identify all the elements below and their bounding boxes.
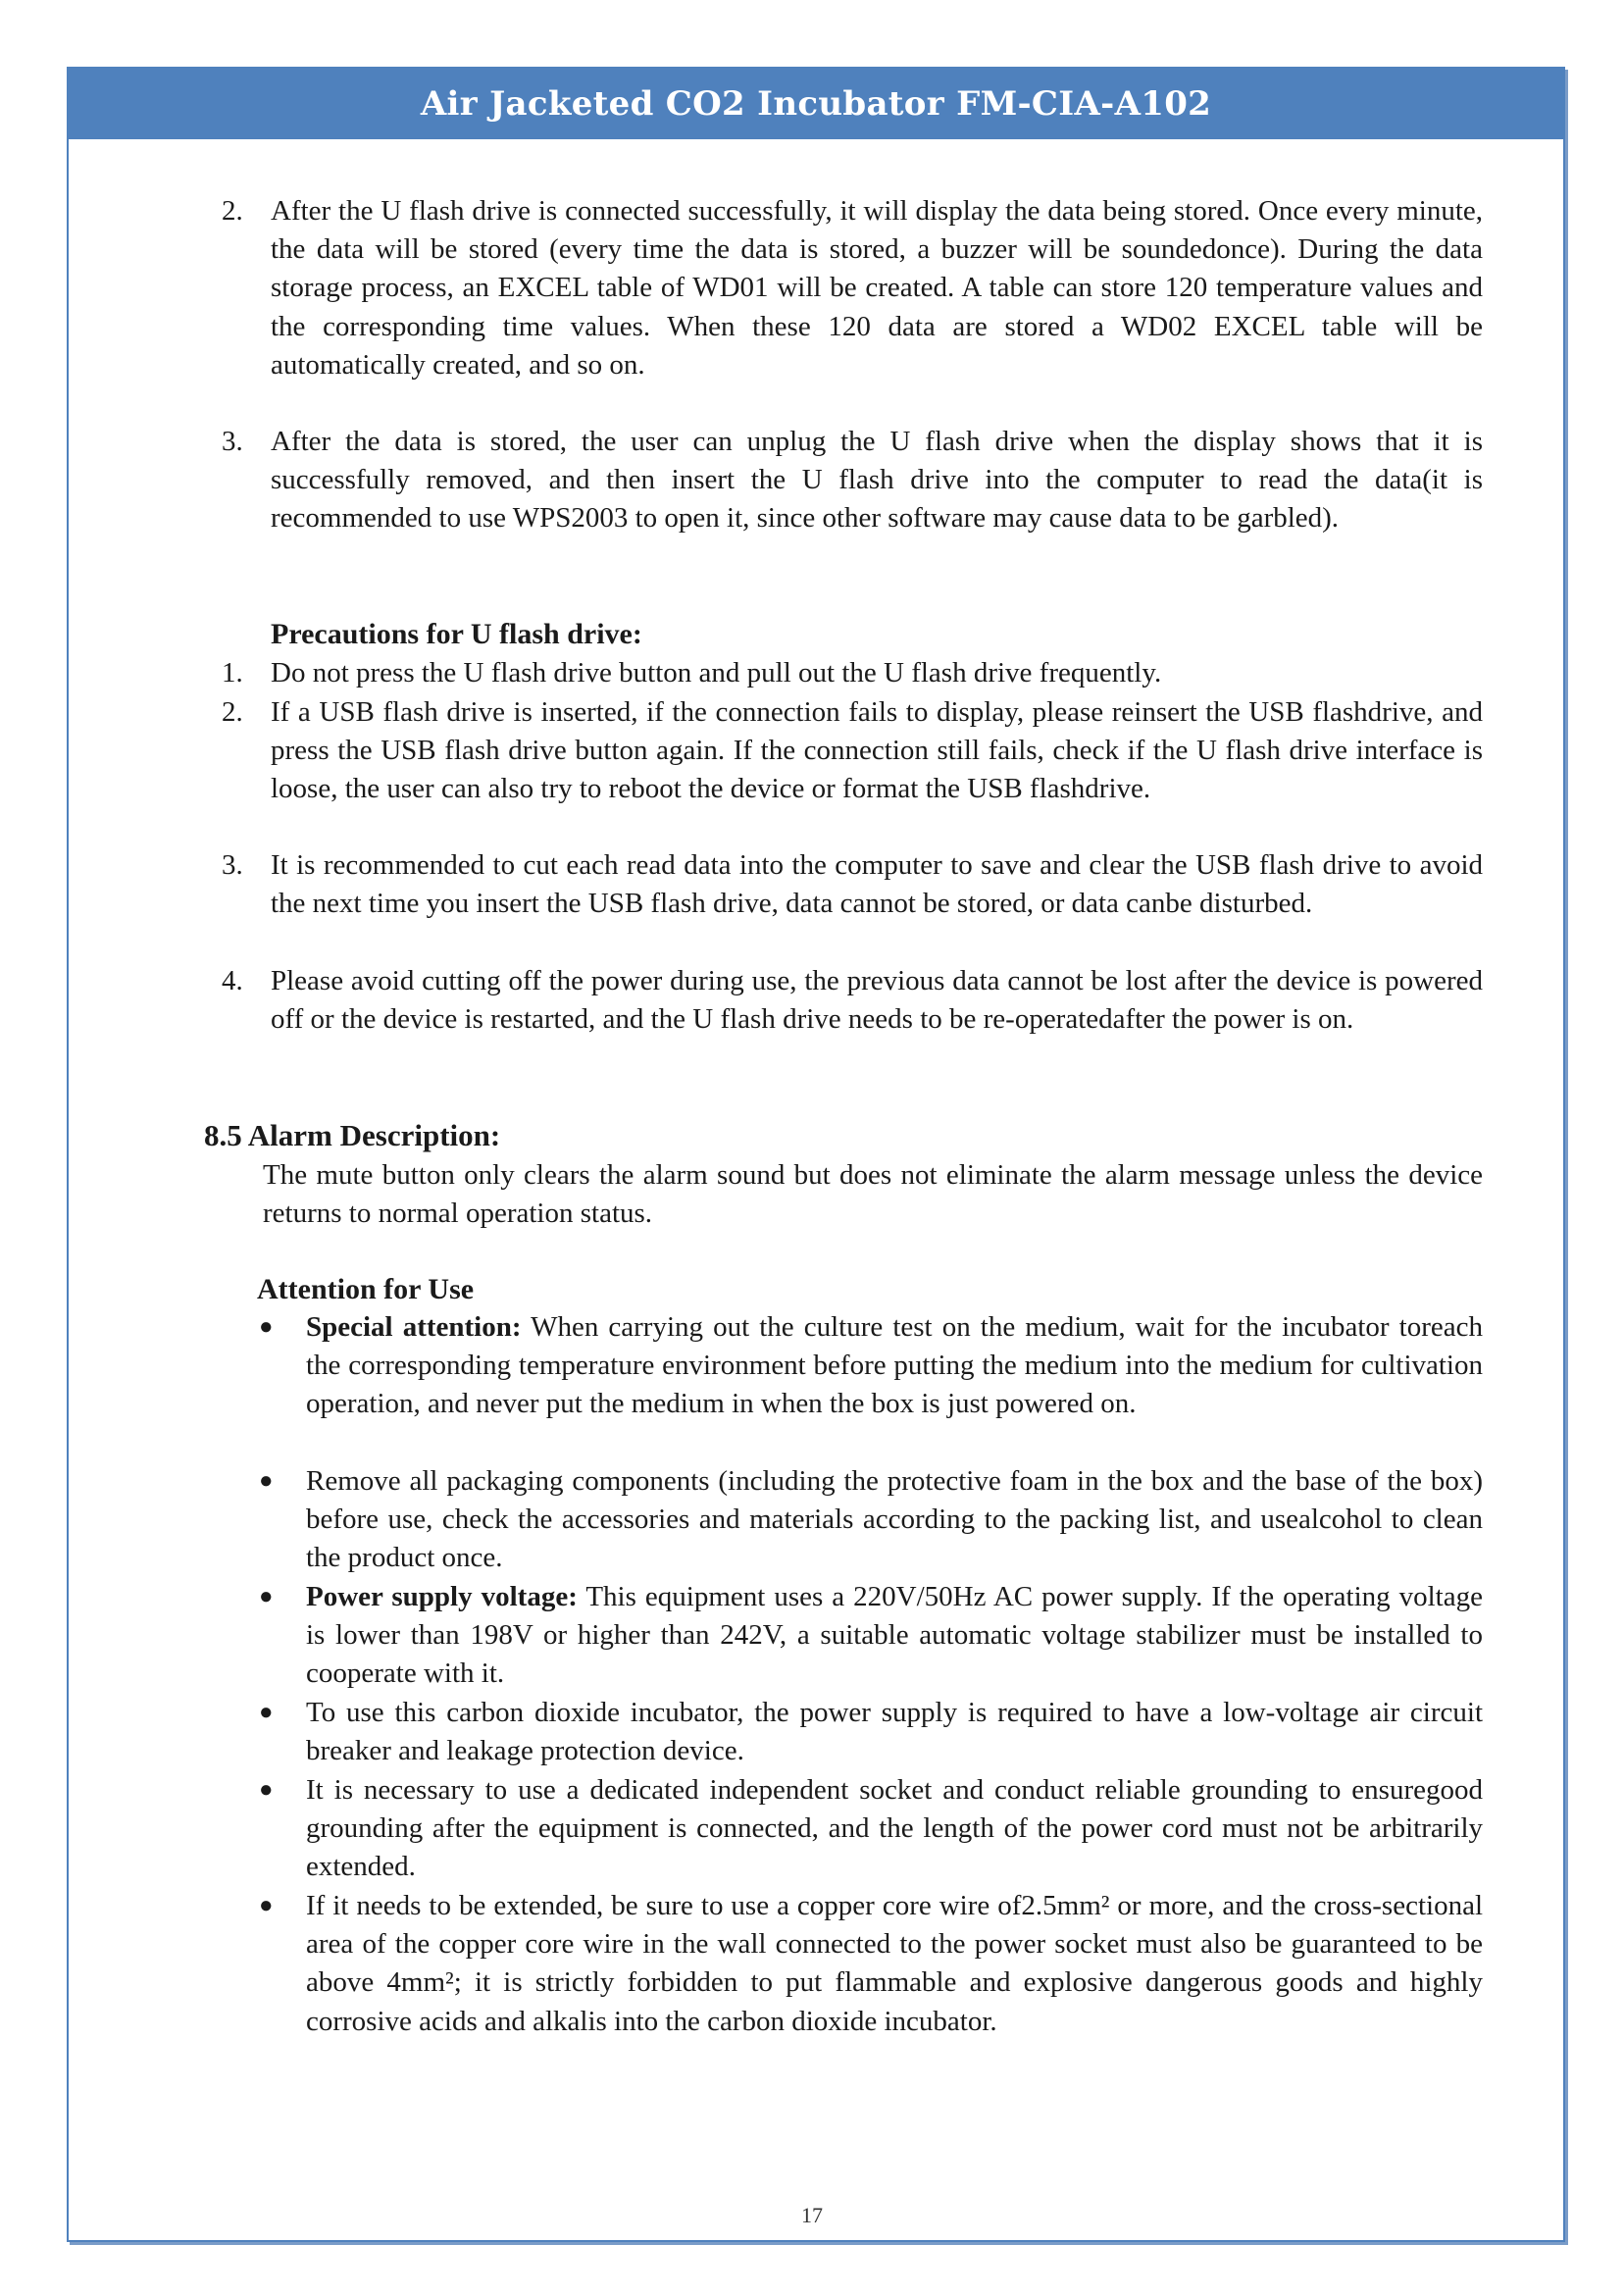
attention-item (259, 1462, 1483, 1578)
item-text: It is necessary to use a dedicated independent socket and conduct reliable grounding to ensuregood grounding after the equipment is connected, and the length of the power cord must not be arbitrarily extended. (306, 1774, 1483, 1883)
list-item-text: After the U flash drive is connected successfully, it will display the data being stored. Once every minute, the data will be stored (every time the data is stored, a buzzer will be soundedonce). During the data storage process, an EXCEL table of WD01 will be created. A table can store 120 temperature values and the corresponding time values. When these 120 data are stored a WD02 EXCEL table will be automatically created, and so on. (271, 195, 1483, 381)
bullet-icon: ● (259, 1777, 274, 1803)
document-header (69, 69, 1563, 139)
list-item-text: Please avoid cutting off the power during use, the previous data cannot be lost after the device is powered off or the device is restarted, and the U flash drive needs to be re-operatedafter the power is on. (271, 965, 1483, 1036)
item-lead: Special attention: (306, 1311, 522, 1343)
item-text: This equipment uses a 220V/50Hz AC power supply. If the operating voltage is lower than 198V or higher than 242V, a suitable automatic voltage stabilizer must be installed to cooperate with it. (306, 1581, 1483, 1690)
item-text: To use this carbon dioxide incubator, the power supply is required to have a low-voltage air circuit breaker and leakage protection device. (306, 1697, 1483, 1767)
bullet-icon: ● (259, 1314, 274, 1340)
list-number: 4. (222, 965, 243, 996)
attention-item (259, 1308, 1483, 1424)
bullet-icon: ● (259, 1468, 274, 1494)
attention-item (259, 1694, 1483, 1770)
page-number: 17 (801, 2203, 823, 2227)
list-number: 2. (222, 195, 243, 227)
precaution-item-2 (222, 693, 1483, 809)
usb-step-2 (222, 192, 1483, 384)
attention-item (259, 1578, 1483, 1694)
list-number: 3. (222, 849, 243, 881)
list-number: 1. (222, 657, 243, 688)
item-text: Remove all packaging components (including the protective foam in the box and the base of the box) before use, check the accessories and materials according to the packing list, and usealcohol to clean the product once. (306, 1465, 1483, 1574)
usb-step-3 (222, 423, 1483, 538)
bullet-icon: ● (259, 1700, 274, 1725)
list-number: 2. (222, 696, 243, 728)
attention-item (259, 1887, 1483, 2041)
bullet-icon: ● (259, 1893, 274, 1918)
list-number: 3. (222, 426, 243, 457)
list-item-text: Do not press the U flash drive button and pull out the U flash drive frequently. (271, 657, 1162, 688)
list-item-text: If a USB flash drive is inserted, if the connection fails to display, please reinsert the USB flashdrive, and press the USB flash drive button again. If the connection still fails, check if the U flash drive interface is loose, the user can also try to reboot the device or format the USB flashdrive. (271, 696, 1483, 805)
document-title: Air Jacketed CO2 Incubator FM-CIA-A102 (420, 84, 1212, 124)
alarm-section-heading: 8.5 Alarm Description: (204, 1118, 501, 1152)
list-item-text: After the data is stored, the user can unplug the U flash drive when the display shows that it is successfully removed, and then insert the U flash drive into the computer to read the data(it is recommended to use WPS2003 to open it, since other software may cause data to be garbled). (271, 426, 1483, 535)
precautions-heading: Precautions for U flash drive: (271, 618, 642, 650)
item-text: When carrying out the culture test on the medium, wait for the incubator toreach the corresponding temperature environment before putting the medium into the medium for cultivation operation, and never put the medium in when the box is just powered on. (306, 1311, 1483, 1420)
list-item-text: It is recommended to cut each read data into the computer to save and clear the USB flash drive to avoid the next time you insert the USB flash drive, data cannot be stored, or data canbe disturbed. (271, 849, 1483, 920)
precaution-item-3 (222, 846, 1483, 923)
precaution-item-4 (222, 962, 1483, 1039)
bullet-icon: ● (259, 1584, 274, 1609)
item-lead: Power supply voltage: (306, 1581, 578, 1612)
precaution-item-1 (222, 654, 1483, 692)
alarm-description: The mute button only clears the alarm sound but does not eliminate the alarm message unless the device returns to normal operation status. (263, 1159, 1483, 1230)
attention-heading: Attention for Use (257, 1273, 475, 1305)
attention-item (259, 1771, 1483, 1887)
item-text: If it needs to be extended, be sure to use a copper core wire of2.5mm² or more, and the cross-sectional area of the copper core wire in the wall connected to the power socket must also be guaranteed to be above 4mm²; it is strictly forbidden to put flammable and explosive dangerous goods and highly corrosive acids and alkalis into the carbon dioxide incubator. (306, 1890, 1483, 2037)
